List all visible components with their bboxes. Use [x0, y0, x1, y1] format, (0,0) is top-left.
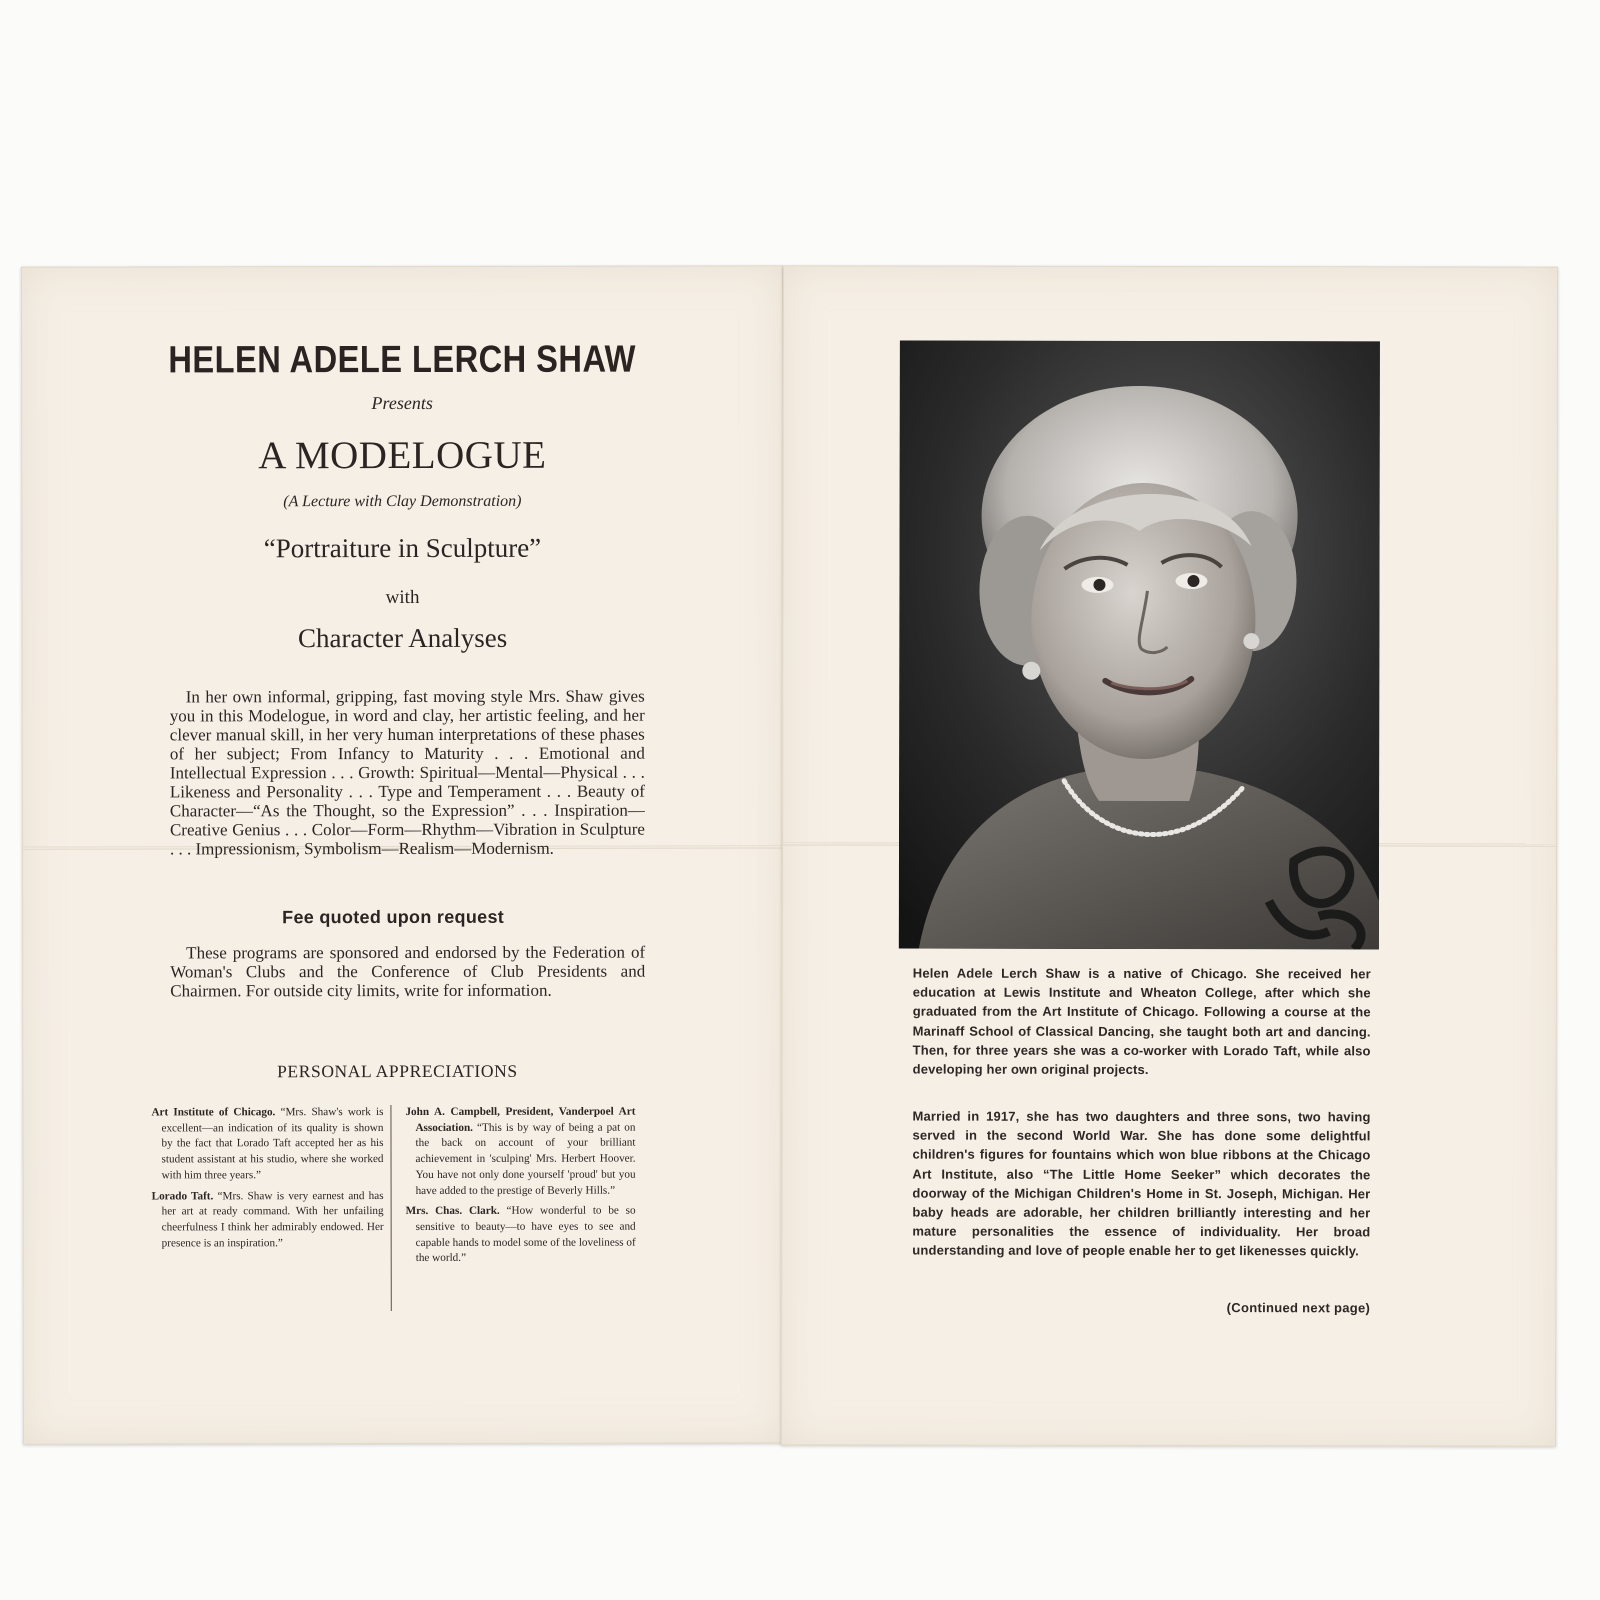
appreciations-heading: PERSONAL APPRECIATIONS [277, 1060, 518, 1082]
bio-paragraph-2: Married in 1917, she has two daughters and three sons, two having served in the second World War. She has done some delightful children's figures for fountains which won blue ribbons at the Chicago Art Institute, also “The Little Home Seeker” which decorates the doorway of the Michigan Children's Home in St. Joseph, Michigan. Her baby heads are adorable, her children brilliantly interesting and her mature personalities the essence of individuality. Her broad understanding and love of people enable her to get likenesses quickly. [912, 1108, 1371, 1259]
column-divider [390, 1105, 391, 1311]
modelogue-title: A MODELOGUE [258, 433, 547, 478]
page-title: HELEN ADELE LERCH SHAW [168, 338, 636, 382]
right-page [781, 265, 1558, 1446]
quote-item [405, 1105, 635, 1200]
quote-text: “Mrs. Shaw's work is excellent—an indication of its quality is shown by the fact that Lorado Taft accepted her as his student assistant at his studio, where she worked with him three years.” [161, 1106, 384, 1182]
quote-author: Mrs. Chas. Clark. [405, 1205, 500, 1218]
subtitle: (A Lecture with Clay Demonstration) [283, 492, 522, 511]
lecture-title: “Portraiture in Sculpture” [263, 532, 542, 564]
quote-author: Lorado Taft. [151, 1189, 214, 1202]
quotes-column-right [405, 1105, 635, 1272]
character-analyses-heading: Character Analyses [298, 622, 508, 654]
quote-text: “How wonderful to be so sensitive to beauty—to have eyes to see and capable hands to model some of the loveliness of the world.” [415, 1204, 636, 1265]
bio-paragraph-1: Helen Adele Lerch Shaw is a native of Chicago. She received her education at Lewis Institute and Wheaton College, after which she graduated from the Art Institute of Chicago. Following a course at the Marinaff School of Classical Dancing, she taught both art and dancing. Then, for three years she was a co-worker with Lorado Taft, while also developing her own original projects. [912, 965, 1371, 1077]
quote-item [406, 1204, 636, 1267]
left-page [21, 265, 785, 1444]
with-label: with [385, 586, 420, 609]
quote-author: Art Institute of Chicago. [151, 1106, 276, 1119]
presents-label: Presents [371, 392, 433, 414]
quotes-column-left [151, 1105, 383, 1257]
sponsor-paragraph: These programs are sponsored and endorsed by the Federation of Woman's Clubs and the Conference of Club Presidents and Chairmen. For outside city limits, write for information. [170, 942, 646, 1001]
portrait-illustration [899, 341, 1380, 950]
fee-notice: Fee quoted upon request [282, 906, 505, 928]
quote-text: “Mrs. Shaw is very earnest and has her art at ready command. With her unfailing cheerfulness I think her admirably endowed. Her presence is an inspiration.” [161, 1189, 384, 1250]
quote-item [151, 1105, 383, 1184]
quote-item [152, 1189, 384, 1252]
continued-note: (Continued next page) [1226, 1300, 1371, 1316]
intro-paragraph: In her own informal, gripping, fast moving style Mrs. Shaw gives you in this Modelogue, in word and clay, her artistic feeling, and her clever manual skill, in her very human interpretations of these phases of her subject; From Infancy to Maturity . . . Emotional and Intellectual Expression . . . Growth: Spiritual—Mental—Physical . . . Likeness and Personality . . . Type and Temperament . . . Beauty of Character—“As the Thought, so the Expression” . . . Inspiration—Creative Genius . . . Color—Form—Rhythm—Vibration in Sculpture . . . Impressionism, Symbolism—Realism—Modernism. [169, 686, 645, 859]
quote-author: John A. Campbell, President, Vanderpoel Art Association. [405, 1105, 636, 1134]
quote-text: “This is by way of being a pat on the back on account of your brilliant achievement in 'sculping' Mrs. Herbert Hoover. You have not only done yourself 'proud' but you have added to the prestige of Beverly Hills.” [415, 1121, 636, 1197]
portrait-photo [899, 341, 1380, 950]
